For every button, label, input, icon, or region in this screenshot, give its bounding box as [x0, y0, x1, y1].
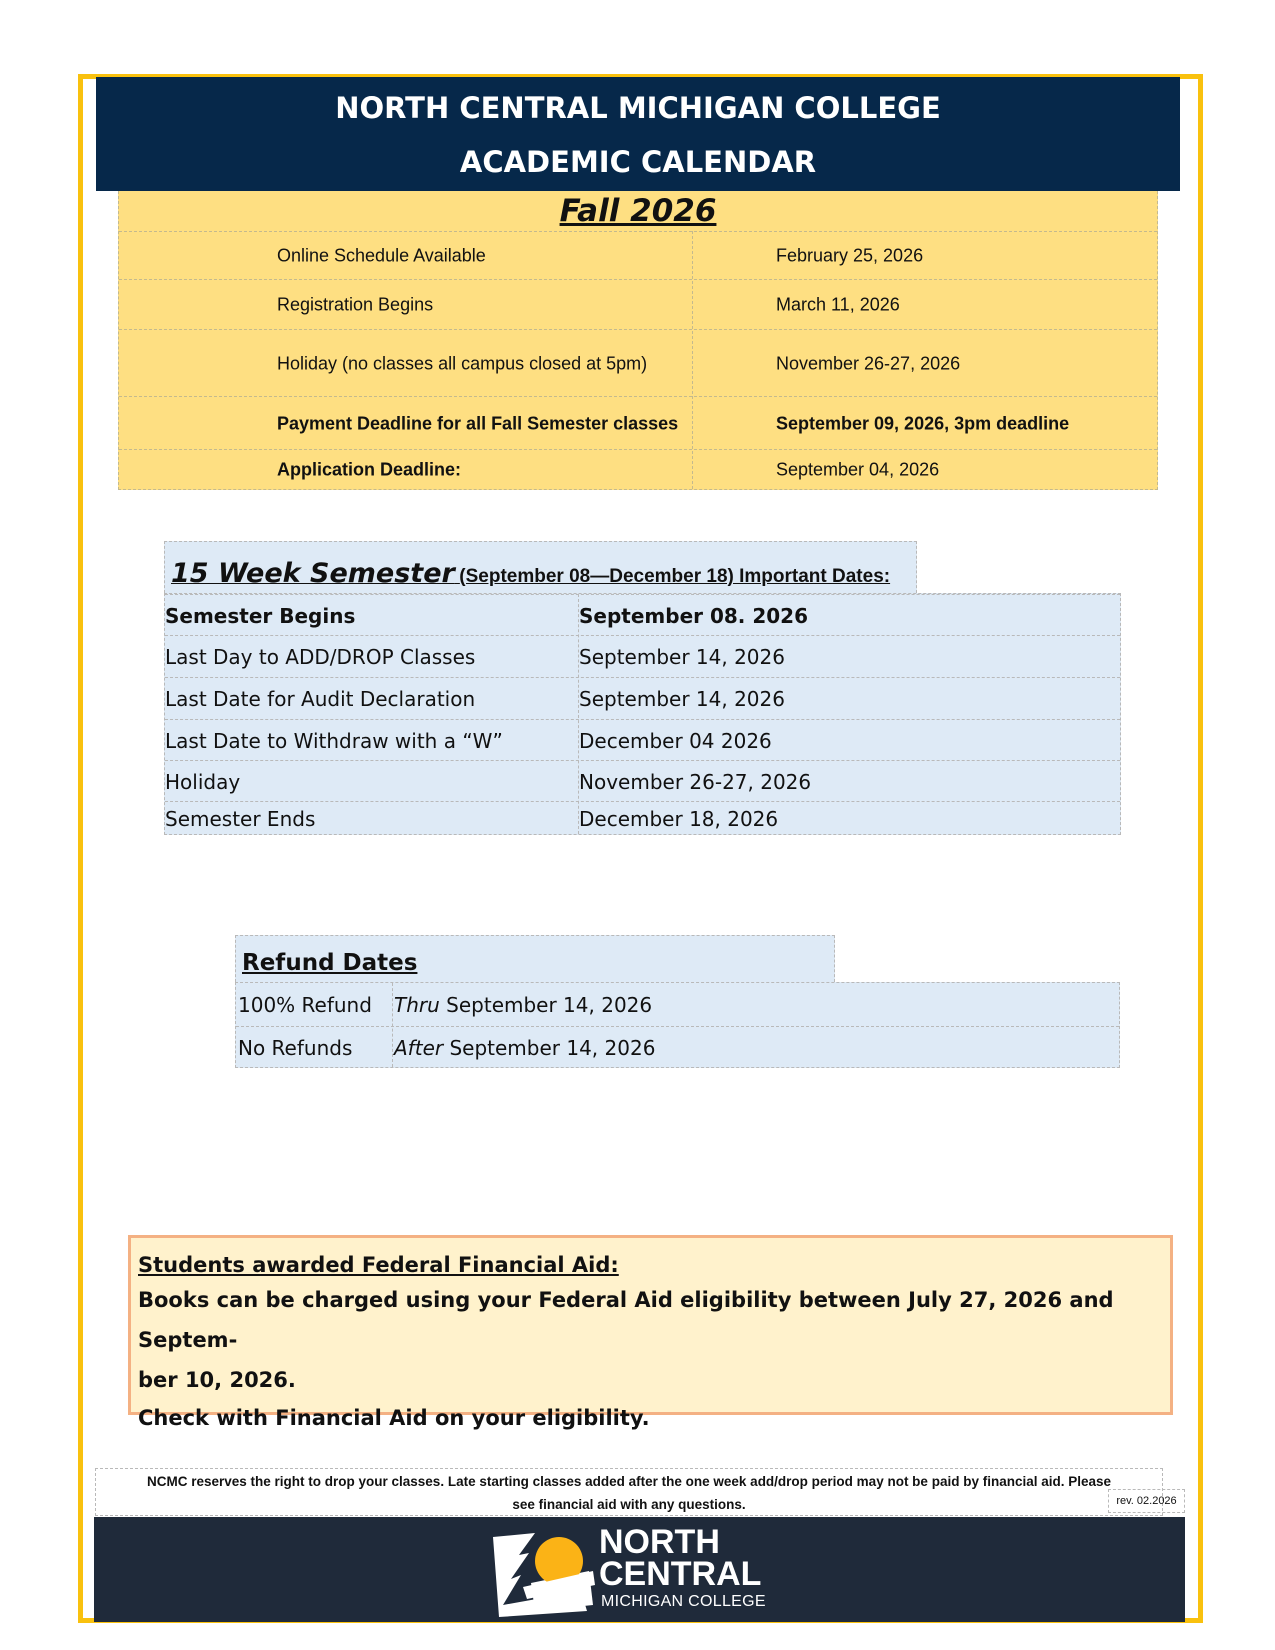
semester-row — [165, 635, 1120, 677]
fall-table — [118, 191, 1158, 490]
semester-title-main: 15 Week Semester — [171, 558, 455, 589]
drop-notice-line1: NCMC reserves the right to drop your classes. Late starting classes added after the one week add/drop period may not be paid by financial aid. Please — [146, 1474, 1112, 1489]
semester-row-value: December 18, 2026 — [579, 807, 779, 831]
semester-row-label: Semester Begins — [165, 603, 356, 628]
fall-row-value: March 11, 2026 — [776, 294, 900, 315]
drop-notice — [95, 1468, 1163, 1516]
page-header — [96, 77, 1180, 191]
semester-row-label: Semester Ends — [165, 807, 316, 831]
semester-row-value: September 14, 2026 — [579, 686, 785, 711]
fall-row-label: Application Deadline: — [277, 459, 462, 480]
refund-row-label: No Refunds — [238, 1035, 353, 1060]
revision-label: rev. 02.2026 — [1108, 1489, 1185, 1513]
fall-title: Fall 2026 — [559, 193, 717, 229]
fall-row-label: Payment Deadline for all Fall Semester classes — [277, 413, 679, 433]
logo-line3: MICHIGAN COLLEGE — [601, 1593, 766, 1610]
refund-row-value — [394, 993, 652, 1017]
semester-row — [165, 594, 1120, 636]
semester-row — [165, 801, 1120, 836]
refund-title — [235, 935, 835, 982]
fall-row — [119, 329, 1157, 397]
fall-row-label: Registration Begins — [277, 294, 434, 315]
refund-row-prefix: Thru — [394, 992, 440, 1017]
footer — [94, 1517, 1185, 1622]
financial-aid-check: Check with Financial Aid on your eligibility. — [138, 1406, 650, 1430]
semester-row — [165, 760, 1120, 802]
refund-row — [236, 983, 1119, 1026]
fall-row — [119, 396, 1157, 450]
semester-row-value: September 14, 2026 — [579, 644, 785, 669]
refund-row — [236, 1026, 1119, 1068]
semester-row-value: December 04 2026 — [579, 728, 772, 753]
refund-title-text: Refund Dates — [242, 950, 418, 976]
semester-title — [164, 541, 917, 593]
fall-row-value: November 26-27, 2026 — [776, 353, 961, 373]
semester-row-label: Holiday — [165, 769, 241, 794]
financial-aid-body-line1: Books can be charged using your Federal Aid eligibility between July 27, 2026 and Septem- — [138, 1288, 1114, 1352]
fall-row — [119, 231, 1157, 280]
refund-row-prefix: After — [394, 1035, 444, 1060]
semester-title-sub: (September 08—December 18) Important Dates: — [459, 566, 891, 587]
logo-line1: NORTH — [599, 1523, 720, 1561]
logo-mark-icon — [489, 1525, 599, 1619]
semester-row-label: Last Day to ADD/DROP Classes — [165, 644, 476, 669]
semester-row — [165, 677, 1120, 719]
refund-row-date: September 14, 2026 — [439, 992, 653, 1017]
fall-row-value: September 04, 2026 — [776, 459, 940, 480]
refund-row-value — [394, 1036, 655, 1060]
college-logo — [489, 1525, 789, 1619]
semester-row-label: Last Date for Audit Declaration — [165, 686, 476, 711]
refund-table — [235, 982, 1120, 1068]
fall-row — [119, 449, 1157, 490]
fall-row-label: Online Schedule Available — [277, 245, 486, 266]
financial-aid-heading: Students awarded Federal Financial Aid: — [138, 1253, 619, 1277]
page-title: ACADEMIC CALENDAR — [459, 145, 817, 179]
drop-notice-line2: see financial aid with any questions. — [512, 1497, 746, 1512]
semester-row — [165, 719, 1120, 761]
fall-row-value: February 25, 2026 — [776, 245, 924, 266]
semester-table — [164, 593, 1121, 835]
refund-row-label: 100% Refund — [238, 992, 372, 1017]
semester-row-label: Last Date to Withdraw with a “W” — [165, 728, 503, 753]
fall-row — [119, 279, 1157, 330]
logo-line2: CENTRAL — [599, 1555, 762, 1593]
fall-row-value: September 09, 2026, 3pm deadline — [776, 413, 1070, 433]
financial-aid-box — [128, 1235, 1173, 1430]
refund-row-date: September 14, 2026 — [443, 1035, 656, 1060]
semester-row-value: September 08. 2026 — [579, 603, 809, 628]
fall-row-label: Holiday (no classes all campus closed at 5pm) — [277, 353, 648, 373]
financial-aid-body-line2: ber 10, 2026. — [138, 1368, 296, 1392]
semester-row-value: November 26-27, 2026 — [579, 769, 812, 794]
college-name: NORTH CENTRAL MICHIGAN COLLEGE — [335, 91, 941, 125]
